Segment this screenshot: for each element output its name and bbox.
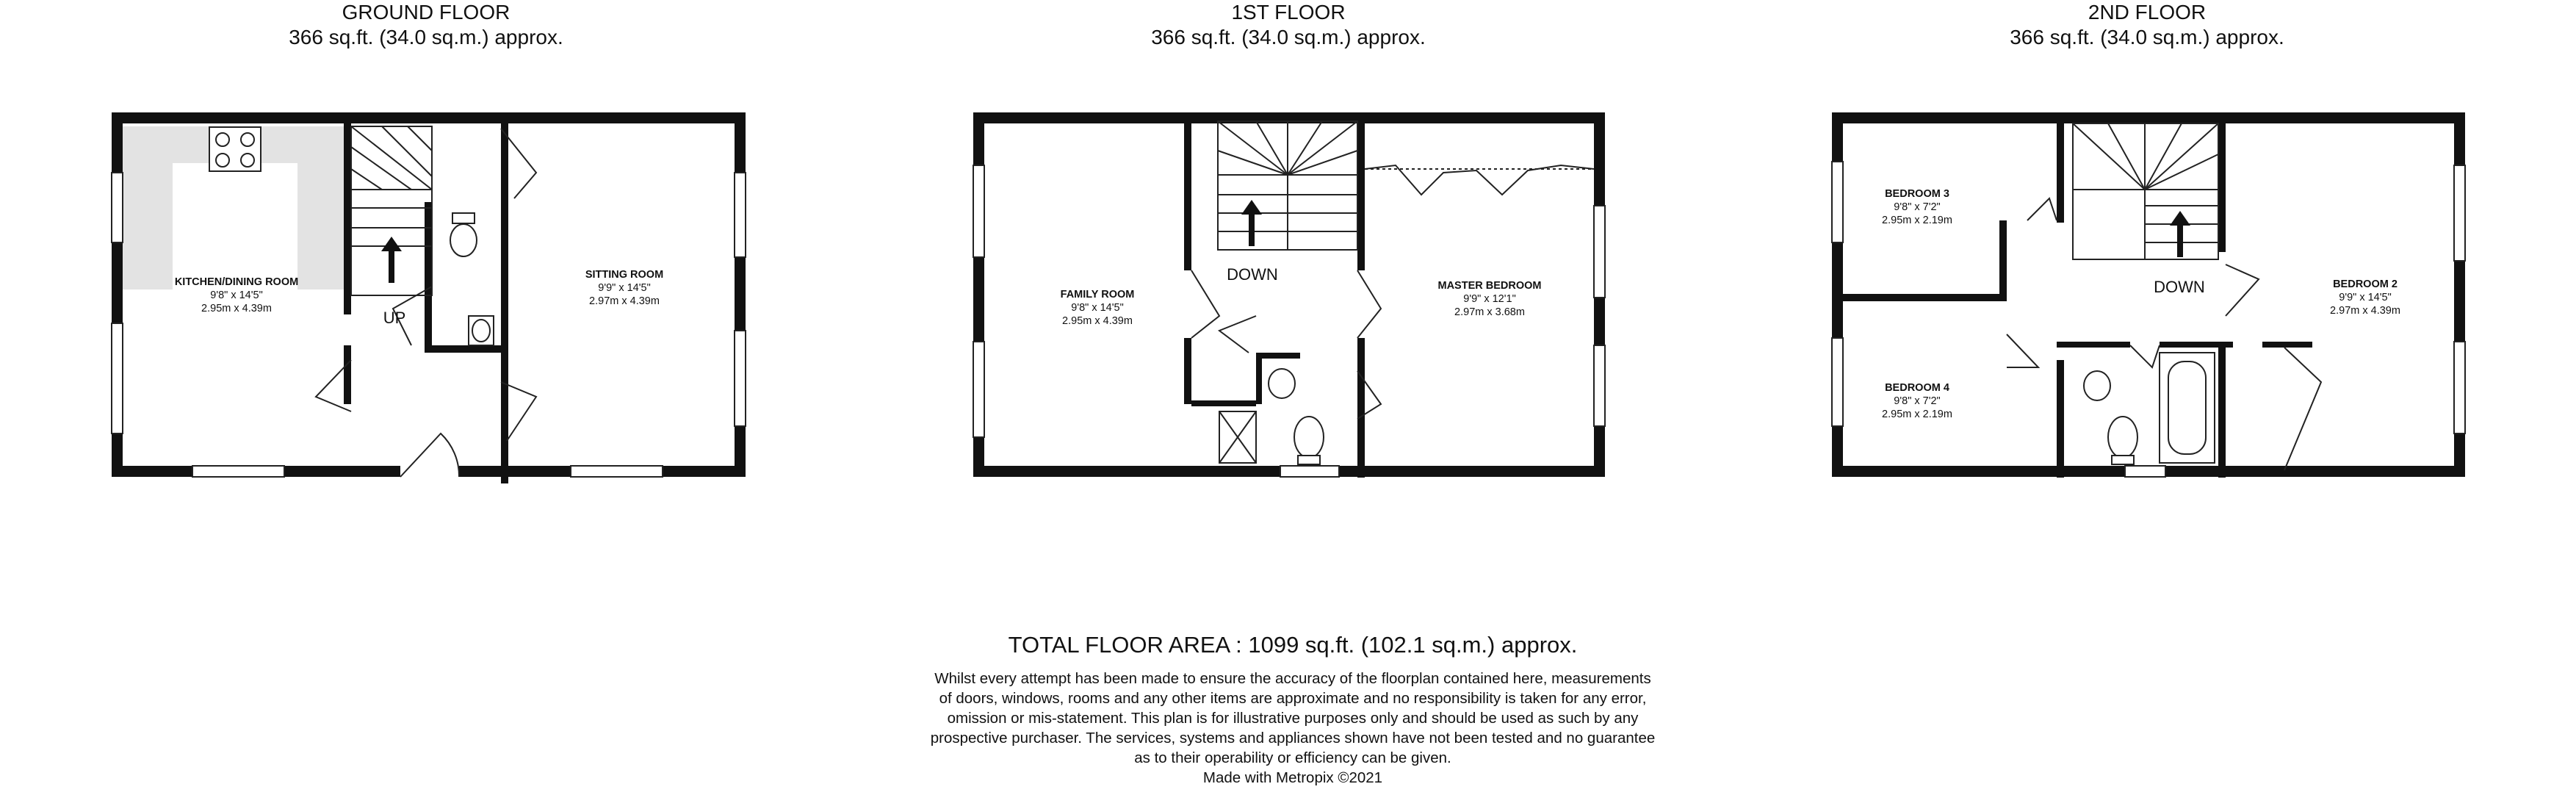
master-imperial: 9'9" x 12'1" [1463,293,1516,305]
family-metric: 2.95m x 4.39m [1062,315,1133,327]
bed2-metric: 2.97m x 4.39m [2330,305,2400,317]
bed4-name: BEDROOM 4 [1885,382,1949,394]
master-metric: 2.97m x 3.68m [1454,306,1525,318]
ground-stair-arrow [381,237,402,283]
first-floor-area: 366 sq.ft. (34.0 sq.m.) approx. [1151,26,1426,48]
sitting-metric: 2.97m x 4.39m [589,295,660,307]
bed2-name: BEDROOM 2 [2333,278,2398,290]
second-bath-icon [2160,353,2215,463]
ground-stairs-up: UP [383,309,406,327]
disclaimer-line: prospective purchaser. The services, systems and appliances shown have not been tested and no guarantee [930,730,1656,747]
bed3-metric: 2.95m x 2.19m [1882,215,1952,226]
bed3-name: BEDROOM 3 [1885,188,1949,200]
second-basin-icon [2084,371,2110,400]
first-floor-plan [973,112,1605,478]
second-floor-title: 2ND FLOOR [2088,1,2207,24]
hob-icon [209,127,261,171]
first-floor-title: 1ST FLOOR [1231,1,1346,24]
second-floor-plan [1832,112,2465,478]
sitting-name: SITTING ROOM [585,269,664,281]
disclaimer-line: omission or mis-statement. This plan is for illustrative purposes only and should be used as such by any [947,710,1639,727]
ground-floor-title: GROUND FLOOR [342,1,510,24]
disclaimer-line: Whilst every attempt has been made to ensure the accuracy of the floorplan contained here, measurements [934,670,1651,687]
disclaimer [793,669,1792,768]
metropix-credit: Made with Metropix ©2021 [1202,769,1383,786]
disclaimer-line: of doors, windows, rooms and any other items are approximate and no responsibility is taken for any error, [939,690,1647,707]
kitchen-name: KITCHEN/DINING ROOM [174,276,299,288]
master-name: MASTER BEDROOM [1437,280,1542,292]
bed4-metric: 2.95m x 2.19m [1882,409,1952,420]
disclaimer-line: as to their operability or efficiency can be given. [1134,749,1451,766]
bed4-imperial: 9'8" x 7'2" [1894,395,1941,407]
second-stair-arrow [2170,211,2190,257]
sitting-imperial: 9'9" x 14'5" [598,282,651,294]
second-floor-area: 366 sq.ft. (34.0 sq.m.) approx. [2010,26,2284,48]
kitchen-imperial: 9'8" x 14'5" [210,289,263,301]
second-stairs [2073,123,2218,259]
second-stairs-down: DOWN [2154,278,2205,296]
first-toilet-icon [1294,417,1324,464]
second-toilet-icon [2108,417,2137,464]
total-floor-area: TOTAL FLOOR AREA : 1099 sq.ft. (102.1 sq.m.) approx. [1008,632,1578,658]
family-name: FAMILY ROOM [1060,289,1135,301]
first-shower-icon [1219,411,1256,463]
bed2-imperial: 9'9" x 14'5" [2339,292,2392,303]
ground-toilet-icon [450,213,477,256]
first-stairs-down: DOWN [1227,265,1278,284]
first-stairs [1218,121,1357,250]
first-basin-icon [1269,369,1295,398]
ground-floor-plan [112,112,746,483]
ground-basin-icon [469,316,494,345]
footer [793,632,1792,788]
first-stair-arrow [1241,200,1262,246]
bed3-imperial: 9'8" x 7'2" [1894,201,1941,213]
kitchen-metric: 2.95m x 4.39m [201,303,272,314]
ground-floor-area: 366 sq.ft. (34.0 sq.m.) approx. [289,26,563,48]
wardrobe-doors [1365,165,1594,195]
family-imperial: 9'8" x 14'5" [1071,302,1124,314]
